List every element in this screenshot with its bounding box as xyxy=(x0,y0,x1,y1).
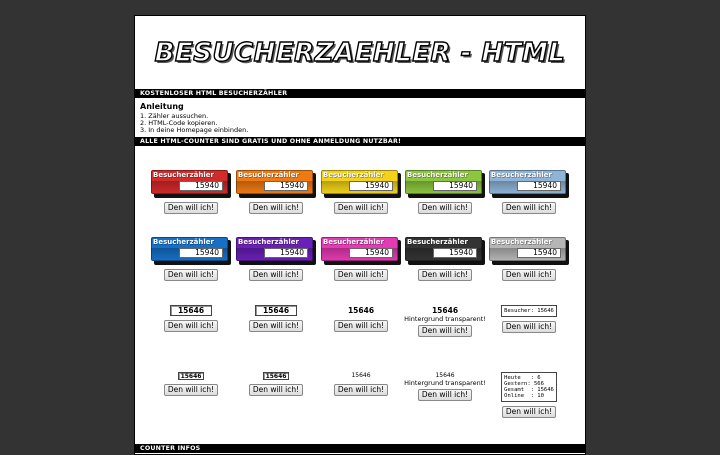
counter-option-lightblue xyxy=(487,170,571,214)
counter-option-small-box-shadow xyxy=(234,372,318,396)
select-counter-button[interactable]: Den will ich! xyxy=(502,406,556,418)
instructions-list xyxy=(140,113,580,134)
counter-option-box-shadow xyxy=(234,305,318,332)
select-counter-button[interactable]: Den will ich! xyxy=(418,389,472,401)
counter-option-text xyxy=(319,305,403,332)
select-counter-button[interactable]: Den will ich! xyxy=(334,269,388,281)
counter-preview: Besucherzähler 15940 xyxy=(321,237,401,265)
select-counter-button[interactable]: Den will ich! xyxy=(164,384,218,396)
select-counter-button[interactable]: Den will ich! xyxy=(164,320,218,332)
counter-preview: 15646 xyxy=(178,372,205,380)
counter-preview: 15646 xyxy=(351,372,371,379)
counter-option-green xyxy=(403,170,487,214)
counter-option-black xyxy=(403,237,487,281)
logo-text: BESUCHERZAEHLER - HTML xyxy=(154,37,566,68)
counter-option-small-box xyxy=(149,372,233,396)
select-counter-button[interactable]: Den will ich! xyxy=(502,269,556,281)
select-counter-button[interactable]: Den will ich! xyxy=(249,384,303,396)
counter-preview: Besucherzähler 15940 xyxy=(236,170,316,198)
select-counter-button[interactable]: Den will ich! xyxy=(502,321,556,333)
counter-option-small-transparent xyxy=(403,372,487,401)
counter-preview: 15646 xyxy=(435,372,455,379)
site-logo xyxy=(135,16,585,89)
instructions-heading: Anleitung xyxy=(140,102,184,111)
transparent-hint: Hintergrund transparent! xyxy=(404,315,486,323)
counter-option-labeled-box xyxy=(487,305,571,333)
select-counter-button[interactable]: Den will ich! xyxy=(249,320,303,332)
select-counter-button[interactable]: Den will ich! xyxy=(418,325,472,337)
transparent-hint: Hintergrund transparent! xyxy=(404,379,486,387)
select-counter-button[interactable]: Den will ich! xyxy=(502,202,556,214)
counter-preview: Besucherzähler 15940 xyxy=(405,170,485,198)
counter-preview: Besucherzähler 15940 xyxy=(151,237,231,265)
counter-preview: 15646 xyxy=(255,305,297,316)
counter-option-transparent xyxy=(403,305,487,337)
select-counter-button[interactable]: Den will ich! xyxy=(334,384,388,396)
section-bar-bottom: COUNTER INFOS xyxy=(135,444,586,453)
counter-option-orange xyxy=(234,170,318,214)
counter-preview: 15646 xyxy=(263,372,290,380)
select-counter-button[interactable]: Den will ich! xyxy=(249,202,303,214)
page-container xyxy=(134,15,586,455)
select-counter-button[interactable]: Den will ich! xyxy=(418,269,472,281)
counter-preview: 15646 xyxy=(347,306,375,315)
counter-option-purple xyxy=(234,237,318,281)
instruction-step: 3. In deine Homepage einbinden. xyxy=(140,126,249,134)
counter-preview: Heute : 6 Gestern: 566 Gesamt : 15646 Online : 10 xyxy=(501,372,557,402)
select-counter-button[interactable]: Den will ich! xyxy=(249,269,303,281)
section-bar-top: KOSTENLOSER HTML BESUCHERZÄHLER xyxy=(135,89,585,98)
counter-option-pink xyxy=(319,237,403,281)
counter-preview: 15646 xyxy=(431,306,459,315)
counter-option-stats xyxy=(487,372,571,418)
counter-option-gray xyxy=(487,237,571,281)
counter-option-red xyxy=(149,170,233,214)
select-counter-button[interactable]: Den will ich! xyxy=(164,202,218,214)
instructions xyxy=(135,98,585,137)
select-counter-button[interactable]: Den will ich! xyxy=(164,269,218,281)
counter-preview: Besucher: 15646 xyxy=(501,305,557,317)
counter-preview: Besucherzähler 15940 xyxy=(236,237,316,265)
counter-preview: 15646 xyxy=(170,305,212,316)
counter-option-box xyxy=(149,305,233,332)
counter-option-blue xyxy=(149,237,233,281)
counter-option-small-text xyxy=(319,372,403,396)
counter-option-yellow xyxy=(319,170,403,214)
select-counter-button[interactable]: Den will ich! xyxy=(418,202,472,214)
counter-preview: Besucherzähler 15940 xyxy=(151,170,231,198)
section-bar-middle: ALLE HTML-COUNTER SIND GRATIS UND OHNE ANMELDUNG NUTZBAR! xyxy=(135,137,585,146)
counter-preview: Besucherzähler 15940 xyxy=(405,237,485,265)
counter-preview: Besucherzähler 15940 xyxy=(489,170,569,198)
select-counter-button[interactable]: Den will ich! xyxy=(334,320,388,332)
counter-preview: Besucherzähler 15940 xyxy=(321,170,401,198)
select-counter-button[interactable]: Den will ich! xyxy=(334,202,388,214)
instruction-step: 2. HTML-Code kopieren. xyxy=(140,119,218,127)
counter-preview: Besucherzähler 15940 xyxy=(489,237,569,265)
instruction-step: 1. Zähler aussuchen. xyxy=(140,112,209,120)
